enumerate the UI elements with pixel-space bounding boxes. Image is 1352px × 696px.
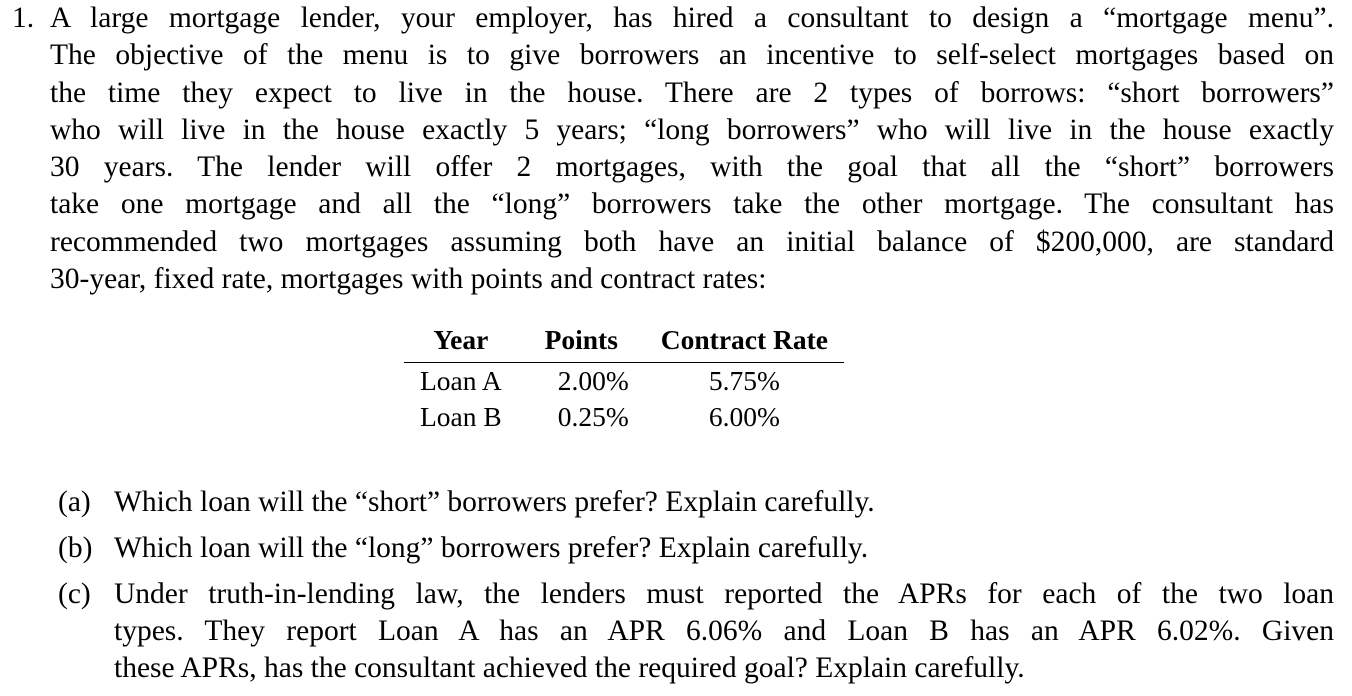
part-line: Which loan will the “long” borrowers prefer? Explain carefully. xyxy=(114,531,869,564)
intro-line: take one mortgage and all the “long” borrowers take the other mortgage. The consultant has xyxy=(50,188,1334,221)
question-part-a xyxy=(58,484,1334,521)
question-part-c xyxy=(58,576,1334,688)
question-parts xyxy=(58,484,1334,696)
table-header-row xyxy=(404,320,844,363)
cell-points: 0.25% xyxy=(557,401,629,432)
loan-table xyxy=(404,320,844,435)
part-label: (c) xyxy=(58,577,91,610)
header-year: Year xyxy=(404,320,518,363)
part-line: Under truth-in-lending law, the lenders must reported the APRs for each of the two loan xyxy=(114,577,1334,610)
part-label: (a) xyxy=(58,486,91,518)
intro-line: the time they expect to live in the house. There are 2 types of borrows: “short borrowers” xyxy=(50,76,1334,109)
cell-points: 2.00% xyxy=(557,365,629,396)
part-line: these APRs, has the consultant achieved the required goal? Explain carefully. xyxy=(114,652,1025,685)
table-row xyxy=(404,399,844,435)
cell-contract-rate: 6.00% xyxy=(708,401,780,432)
part-text xyxy=(114,530,1334,567)
intro-line: who will live in the house exactly 5 years; “long borrowers” who will live in the house exactly xyxy=(50,113,1334,146)
part-label: (b) xyxy=(58,531,93,564)
table-row xyxy=(404,363,844,400)
question-part-b xyxy=(58,530,1334,567)
intro-line: 30-year, fixed rate, mortgages with points and contract rates: xyxy=(50,263,767,296)
cell-loan-name: Loan B xyxy=(420,401,502,432)
part-line: Which loan will the “short” borrowers prefer? Explain carefully. xyxy=(114,486,875,518)
part-text xyxy=(114,576,1334,688)
problem-intro xyxy=(12,0,1334,298)
cell-contract-rate: 5.75% xyxy=(708,365,780,396)
header-points: Points xyxy=(518,320,645,363)
header-contract-rate: Contract Rate xyxy=(645,320,844,363)
problem-number: 1. xyxy=(12,2,35,34)
part-text xyxy=(114,484,1334,521)
cell-loan-name: Loan A xyxy=(420,365,502,396)
intro-line: A large mortgage lender, your employer, has hired a consultant to design a “mortgage menu”. xyxy=(50,2,1334,34)
intro-line: recommended two mortgages assuming both have an initial balance of $200,000, are standard xyxy=(50,225,1334,258)
part-line: types. They report Loan A has an APR 6.06% and Loan B has an APR 6.02%. Given xyxy=(114,614,1334,647)
intro-line: The objective of the menu is to give borrowers an incentive to self-select mortgages based on xyxy=(50,39,1334,72)
problem-intro-text xyxy=(50,0,1334,298)
intro-line: 30 years. The lender will offer 2 mortgages, with the goal that all the “short” borrowers xyxy=(50,151,1334,184)
